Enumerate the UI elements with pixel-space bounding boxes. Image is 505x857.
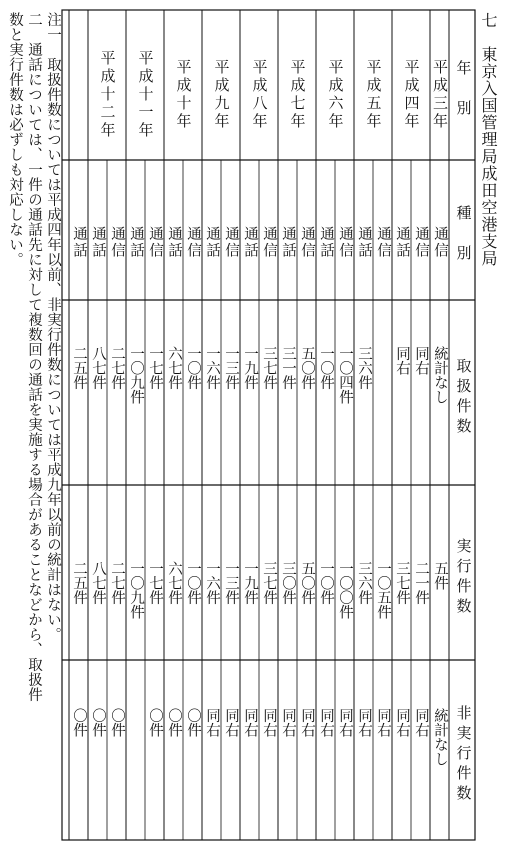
handled-cell: 六七件 bbox=[166, 346, 182, 390]
not-executed-cell: 同右 bbox=[413, 708, 429, 737]
type-cell: 通話 bbox=[166, 226, 182, 259]
executed-cell: 一〇五件 bbox=[375, 561, 391, 619]
type-cell: 通信 bbox=[223, 226, 239, 259]
type-cell: 通話 bbox=[356, 226, 372, 259]
executed-cell: 三七件 bbox=[394, 561, 410, 605]
year-label: 平成八年 bbox=[250, 59, 269, 131]
handled-cell: 一〇四件 bbox=[337, 346, 353, 404]
not-executed-cell bbox=[126, 708, 145, 838]
executed-cell: 一七件 bbox=[147, 561, 163, 605]
handled-cell: 二五件 bbox=[71, 346, 87, 390]
header-type: 種 別 bbox=[454, 205, 473, 265]
year-label: 平成九年 bbox=[212, 59, 231, 131]
type-cell: 通話 bbox=[242, 226, 258, 259]
handled-cell: 八七件 bbox=[90, 346, 106, 390]
not-executed-cell: 〇件 bbox=[109, 708, 125, 737]
handled-cell: 五〇件 bbox=[299, 346, 315, 390]
executed-cell: 六七件 bbox=[166, 561, 182, 605]
not-executed-cell: 同右 bbox=[242, 708, 258, 737]
handled-cell: 同右 bbox=[394, 346, 410, 375]
year-label: 平成十一年 bbox=[136, 50, 155, 140]
handled-cell: 一三件 bbox=[223, 346, 239, 390]
handled-cell: 同右 bbox=[413, 346, 429, 375]
type-cell: 通話 bbox=[90, 226, 106, 259]
type-cell: 通信 bbox=[147, 226, 163, 259]
executed-cell: 八七件 bbox=[90, 561, 106, 605]
type-cell: 通話 bbox=[280, 226, 296, 259]
year-label: 平成四年 bbox=[402, 59, 421, 131]
section-title: 七 東京入国管理局成田空港支局 bbox=[479, 12, 498, 267]
not-executed-cell: 同右 bbox=[299, 708, 315, 737]
handled-cell: 一六件 bbox=[204, 346, 220, 390]
type-cell: 通話 bbox=[71, 226, 87, 259]
executed-cell: 五〇件 bbox=[299, 561, 315, 605]
header-year: 年 別 bbox=[454, 60, 473, 120]
not-executed-cell: 同右 bbox=[204, 708, 220, 737]
executed-cell: 三七件 bbox=[261, 561, 277, 605]
handled-cell: 二七件 bbox=[109, 346, 125, 390]
handled-cell: 一七件 bbox=[147, 346, 163, 390]
type-cell: 通信 bbox=[185, 226, 201, 259]
year-label: 平成十年 bbox=[174, 59, 193, 131]
executed-cell: 一六件 bbox=[204, 561, 220, 605]
executed-cell: 一〇件 bbox=[318, 561, 334, 605]
not-executed-cell: 統計なし bbox=[432, 708, 448, 766]
executed-cell: 三六件 bbox=[356, 561, 372, 605]
type-cell: 通信 bbox=[299, 226, 315, 259]
type-cell: 通信 bbox=[413, 226, 429, 259]
header-not-executed: 非実行件数 bbox=[454, 705, 473, 805]
type-cell: 通話 bbox=[394, 226, 410, 259]
type-cell: 通話 bbox=[128, 226, 144, 259]
handled-cell: 一〇九件 bbox=[128, 346, 144, 404]
not-executed-cell: 〇件 bbox=[185, 708, 201, 737]
executed-cell: 二七件 bbox=[109, 561, 125, 605]
handled-cell: 三六件 bbox=[356, 346, 372, 390]
executed-cell: 五件 bbox=[432, 561, 448, 590]
not-executed-cell: 同右 bbox=[337, 708, 353, 737]
not-executed-cell: 〇件 bbox=[147, 708, 163, 737]
executed-cell: 三〇件 bbox=[280, 561, 296, 605]
handled-cell bbox=[373, 346, 392, 476]
type-cell: 通信 bbox=[432, 226, 448, 259]
type-cell: 通話 bbox=[204, 226, 220, 259]
year-label: 平成六年 bbox=[326, 59, 345, 131]
year-label: 平成三年 bbox=[431, 59, 449, 131]
handled-cell: 三七件 bbox=[261, 346, 277, 390]
not-executed-cell: 同右 bbox=[375, 708, 391, 737]
not-executed-cell: 〇件 bbox=[90, 708, 106, 737]
executed-cell: 一三件 bbox=[223, 561, 239, 605]
executed-cell: 一〇件 bbox=[185, 561, 201, 605]
handled-cell: 統計なし bbox=[432, 346, 448, 404]
header-executed: 実行件数 bbox=[454, 537, 473, 618]
executed-cell: 一〇九件 bbox=[128, 561, 144, 619]
type-cell: 通話 bbox=[318, 226, 334, 259]
not-executed-cell: 同右 bbox=[280, 708, 296, 737]
not-executed-cell: 同右 bbox=[356, 708, 372, 737]
handled-cell: 三一件 bbox=[280, 346, 296, 390]
year-label: 平成七年 bbox=[288, 59, 307, 131]
type-cell: 通信 bbox=[337, 226, 353, 259]
header-handled: 取扱件数 bbox=[454, 357, 473, 438]
not-executed-cell: 〇件 bbox=[166, 708, 182, 737]
note-3: 数と実行件数は必ずしも対応しない。 bbox=[7, 12, 23, 267]
not-executed-cell: 同右 bbox=[394, 708, 410, 737]
handled-cell: 一〇件 bbox=[185, 346, 201, 390]
handled-cell: 一九件 bbox=[242, 346, 258, 390]
executed-cell: 一九件 bbox=[242, 561, 258, 605]
executed-cell: 二五件 bbox=[71, 561, 87, 605]
not-executed-cell: 同右 bbox=[318, 708, 334, 737]
executed-cell: 二一件 bbox=[413, 561, 429, 605]
note-1: 注一 取扱件数については平成四年以前、非実行件数については平成九年以前の統計はない。 bbox=[45, 12, 61, 642]
handled-cell: 一〇件 bbox=[318, 346, 334, 390]
year-label: 平成五年 bbox=[364, 59, 383, 131]
not-executed-cell: 〇件 bbox=[71, 708, 87, 737]
type-cell: 通信 bbox=[261, 226, 277, 259]
note-2: 二 通話については、一件の通話先に対して複数回の通話を実施する場合があることなどから、取扱件 bbox=[26, 12, 42, 702]
type-cell: 通信 bbox=[375, 226, 391, 259]
executed-cell: 一〇〇件 bbox=[337, 561, 353, 619]
type-cell: 通信 bbox=[109, 226, 125, 259]
year-label: 平成十二年 bbox=[98, 50, 117, 140]
not-executed-cell: 同右 bbox=[261, 708, 277, 737]
not-executed-cell: 同右 bbox=[223, 708, 239, 737]
